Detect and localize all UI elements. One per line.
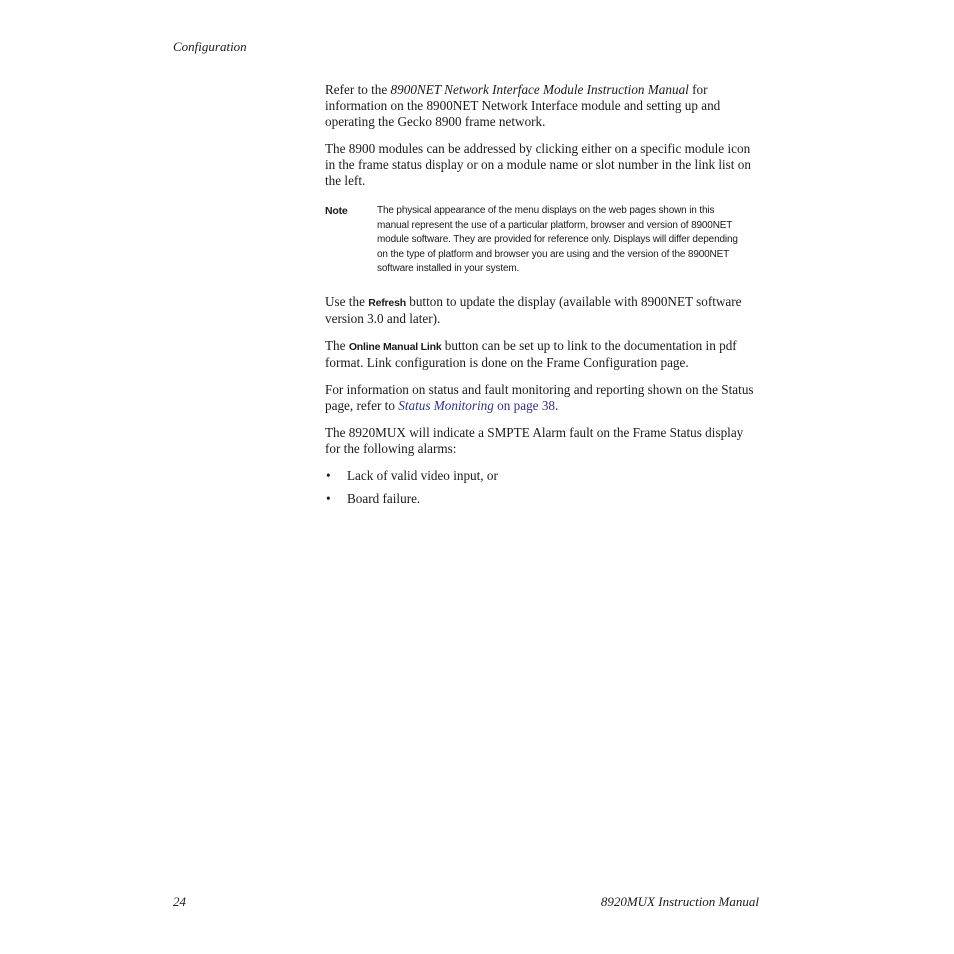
status-monitoring-link[interactable]: Status Monitoring on page 38 xyxy=(398,397,556,413)
page-body xyxy=(325,82,761,514)
list-item: • Board failure. xyxy=(325,491,761,507)
paragraph-smpte-alarm: The 8920MUX will indicate a SMPTE Alarm fault on the Frame Status display for the following alarms: xyxy=(325,424,744,456)
paragraph-refer-manual: Refer to the 8900NET Network Interface Module Instruction Manual for information on the 8900NET Network Interface module and setting up and operating the Gecko 8900 frame network. xyxy=(325,82,721,129)
note-label: Note xyxy=(325,205,348,217)
manual-title-reference: 8900NET Network Interface Module Instruction Manual xyxy=(390,82,689,97)
paragraph-refresh-button: Use the Refresh button to update the display (available with 8900NET software version 3.0 and later). xyxy=(325,293,742,326)
paragraph-addressing-modules: The 8900 modules can be addressed by clicking either on a specific module icon in the frame status display or on a module name or slot number in the link list on the left. xyxy=(325,141,751,188)
paragraph-online-manual-link: The Online Manual Link button can be set up to link to the documentation in pdf format. Link configuration is done on the Frame Configuration page. xyxy=(325,337,737,370)
online-manual-link-button-label: Online Manual Link xyxy=(348,340,442,353)
note-text: The physical appearance of the menu displays on the web pages shown in this manual represent the use of a particular platform, browser and version of 8900NET module software. They are provided for reference only. Displays will differ depending on the type of platform and browser you are using and the version of the 8900NET software installed in your system. xyxy=(377,205,738,275)
page-number: 24 xyxy=(173,894,186,909)
list-item: • Lack of valid video input, or xyxy=(325,468,761,484)
alarm-list xyxy=(325,468,761,507)
refresh-button-label: Refresh xyxy=(368,296,406,309)
footer-manual-title: 8920MUX Instruction Manual xyxy=(600,894,759,909)
paragraph-status-monitoring: For information on status and fault monitoring and reporting shown on the Status page, refer to Status Monitoring on page 38. xyxy=(325,381,754,413)
note-block xyxy=(325,204,761,277)
running-header-section: Configuration xyxy=(173,39,247,54)
